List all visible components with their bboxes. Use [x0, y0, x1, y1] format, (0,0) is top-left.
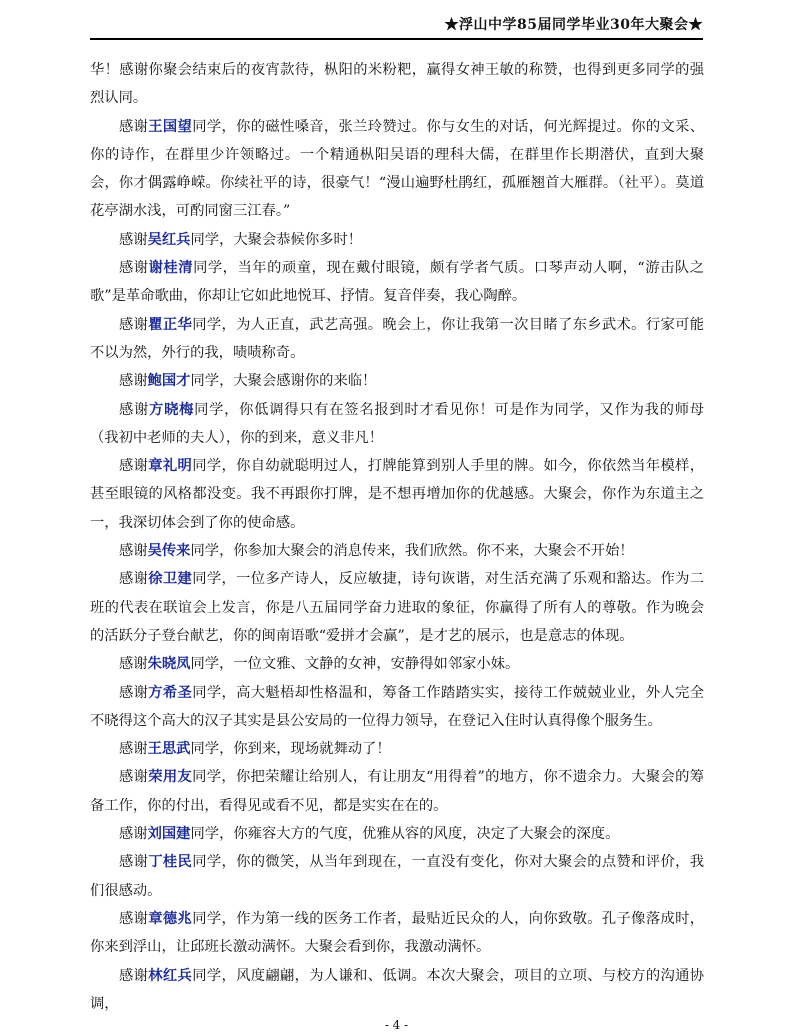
paragraph — [90, 820, 704, 848]
paragraph-text: 同学，你到来，现场就舞动了！ — [190, 741, 391, 758]
paragraph-text: 同学，一位文雅、文静的女神，安静得如邻家小妹。 — [190, 656, 520, 673]
paragraph-text: 同学，你的微笑，从当年到现在，一直没有变化，你对大聚会的点赞和评价，我们很感动。 — [90, 854, 705, 899]
document-body — [90, 56, 704, 1018]
classmate-name: 林红兵 — [148, 967, 193, 984]
paragraph-text: 同学，你雍容大方的气度，优雅从容的风度，决定了大聚会的深度。 — [190, 826, 620, 843]
classmate-name: 吴传来 — [147, 543, 191, 560]
classmate-name: 方晓梅 — [149, 401, 195, 418]
paragraph — [90, 254, 704, 311]
paragraph-text: 同学，大聚会感谢你的来临！ — [190, 373, 377, 390]
paragraph — [90, 848, 704, 905]
paragraph — [90, 396, 704, 453]
paragraph — [90, 226, 704, 254]
paragraph-text: 同学，当年的顽童，现在戴付眼镜，颇有学者气质。口琴声动人啊，“游击队之歌”是革命歌曲，你却让它如此地悦耳、抒情。复音伴奏，我心陶醉。 — [90, 260, 704, 305]
classmate-name: 章礼明 — [148, 458, 193, 475]
paragraph-lead-text: 感谢 — [119, 910, 149, 927]
paragraph-lead-text: 感谢 — [119, 854, 149, 871]
paragraph — [90, 650, 704, 678]
paragraph — [90, 905, 704, 962]
paragraph-lead-text: 感谢 — [119, 260, 149, 277]
classmate-name: 丁桂民 — [148, 854, 193, 871]
paragraph-lead-text: 感谢 — [119, 316, 149, 333]
paragraph — [90, 113, 704, 226]
paragraph-lead-text: 感谢 — [119, 656, 148, 673]
paragraph-lead-text: 感谢 — [119, 373, 148, 390]
paragraph-text: 同学，高大魁梧却性格温和，筹备工作踏踏实实，接待工作兢兢业业，外人完全不晓得这个高大的汉子其实是县公安局的一位得力领导，在登记入住时认真得像个服务生。 — [90, 684, 705, 729]
paragraph-lead-text: 感谢 — [119, 571, 149, 588]
paragraph-text: 同学，作为第一线的医务工作者，最贴近民众的人，向你致敬。孔子像落成时，你来到浮山，让邱班长激动满怀。大聚会看到你，我激动满怀。 — [90, 910, 705, 956]
paragraph-text: 同学，你把荣耀让给别人，有让朋友“用得着”的地方，你不遗余力。大聚会的筹备工作，你的付出，看得见或看不见，都是实实在在的。 — [90, 769, 704, 814]
paragraph — [90, 763, 704, 820]
classmate-name: 吴红兵 — [147, 231, 191, 248]
paragraph — [90, 56, 704, 113]
classmate-name: 徐卫建 — [148, 571, 193, 588]
paragraph-lead-text: 感谢 — [119, 543, 148, 560]
classmate-name: 鲍国才 — [147, 373, 191, 390]
paragraph-lead-text: 感谢 — [119, 826, 148, 843]
paragraph-text: 同学，你的磁性嗓音，张兰玲赞过。你与女生的对话，何光辉提过。你的文采、你的诗作，在群里少许领略过。一个精通枞阳吴语的理科大儒，在群里作长期潜伏，直到大聚会，你才偶露峥嵘。你续社平的诗，很豪气！“漫山遍野杜鹃红，孤雁翘首大雁群。（社平）。莫道花亭湖水浅，可酌同窗三江春。” — [90, 118, 705, 220]
paragraph — [90, 962, 704, 1019]
paragraph-lead-text: 感谢 — [119, 118, 149, 135]
classmate-name: 荣用友 — [148, 769, 193, 786]
paragraph-lead-text: 感谢 — [119, 769, 149, 786]
header-rule — [90, 38, 703, 40]
paragraph-text: 同学，你参加大聚会的消息传来，我们欣然。你不来，大聚会不开始！ — [190, 543, 634, 560]
paragraph-lead-text: 感谢 — [119, 684, 149, 701]
paragraph — [90, 367, 704, 395]
paragraph-lead-text: 感谢 — [119, 741, 148, 758]
paragraph — [90, 565, 704, 650]
classmate-name: 方希圣 — [148, 684, 193, 701]
classmate-name: 刘国建 — [147, 826, 191, 843]
classmate-name: 瞿正华 — [148, 316, 193, 333]
paragraph — [90, 537, 704, 565]
paragraph-text: 同学，你自幼就聪明过人，打牌能算到别人手里的牌。如今，你依然当年模样，甚至眼镜的风格都没变。我不再跟你打牌，是不想再增加你的优越感。大聚会，你作为东道主之一，我深切体会到了你的使命感。 — [90, 458, 705, 531]
classmate-name: 章德兆 — [148, 910, 193, 927]
paragraph-text: 同学，大聚会恭候你多时！ — [190, 231, 363, 248]
classmate-name: 王思武 — [147, 741, 191, 758]
paragraph — [90, 735, 704, 763]
paragraph-lead-text: 感谢 — [119, 967, 149, 984]
page-number: - 4 - — [384, 1018, 409, 1032]
paragraph-lead-text: 感谢 — [119, 401, 150, 418]
paragraph-text: 同学，你低调得只有在签名报到时才看见你！可是作为同学，又作为我的师母（我初中老师的夫人），你的到来，意义非凡！ — [90, 401, 705, 446]
paragraph-text: 同学，为人正直，武艺高强。晚会上，你让我第一次目睹了东乡武术。行家可能不以为然，外行的我，啧啧称奇。 — [90, 316, 705, 361]
classmate-name: 谢桂清 — [148, 260, 194, 277]
classmate-name: 王国望 — [148, 118, 193, 135]
paragraph-lead-text: 感谢 — [119, 458, 149, 475]
paragraph-lead-text: 感谢 — [119, 231, 148, 248]
page-header-title: ★浮山中学85届同学毕业30年大聚会★ — [444, 17, 703, 33]
paragraph — [90, 311, 704, 368]
paragraph-text: 同学，一位多产诗人，反应敏捷，诗句诙谐，对生活充满了乐观和豁达。作为二班的代表在联谊会上发言，你是八五届同学奋力进取的象征，你赢得了所有人的尊敬。作为晚会的活跃分子登台献艺，你的闽南语歌“爱拼才会赢”，是才艺的展示，也是意志的体现。 — [90, 571, 705, 644]
paragraph — [90, 679, 704, 736]
classmate-name: 朱晓凤 — [147, 656, 191, 673]
paragraph-text: 同学，风度翩翩，为人谦和、低调。本次大聚会，项目的立项、与校方的沟通协调， — [90, 967, 705, 1012]
paragraph-lead-text: 华！感谢你聚会结束后的夜宵款待，枞阳的米粉粑，赢得女神王敏的称赞，也得到更多同学的强烈认同。 — [90, 62, 704, 107]
paragraph — [90, 452, 704, 537]
